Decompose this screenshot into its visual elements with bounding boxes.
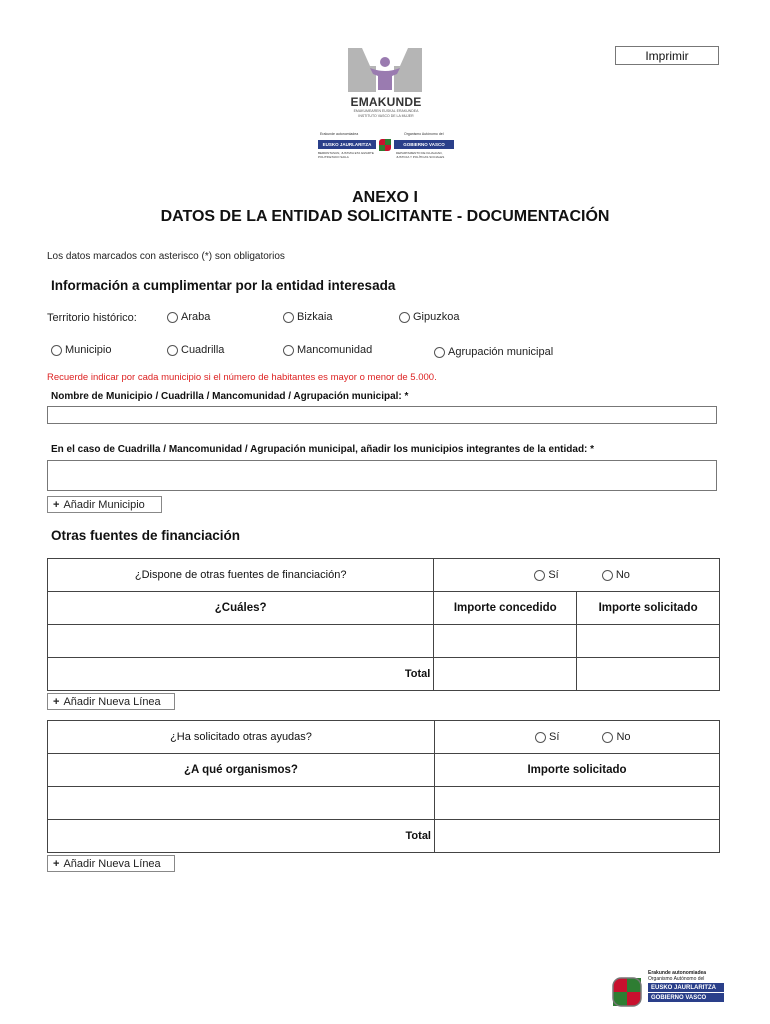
header-importe-concedido: Importe concedido (434, 592, 577, 625)
plus-icon: + (53, 498, 60, 511)
radio-other-aid-no[interactable] (602, 731, 630, 743)
header-importe-solicitado: Importe solicitado (577, 592, 720, 625)
member-municipalities-label: En el caso de Cuadrilla / Mancomunidad / Agrupación municipal, añadir los municipios integrantes de la entidad: * (51, 444, 595, 455)
emakunde-sub-line1: EMAKUMEAREN EUSKAL ERAKUNDEA (353, 109, 419, 113)
footer-small-1: Erakunde autonomiadea (648, 970, 707, 976)
cuales-input[interactable] (48, 625, 434, 658)
funding-question-cell (48, 559, 434, 592)
emakunde-sub-line2: INSTITUTO VASCO DE LA MUJER (358, 114, 414, 118)
total-label: Total (48, 658, 434, 691)
section-heading-entity-info: Información a cumplimentar por la entidad interesada (51, 278, 396, 293)
radio-button-icon[interactable] (434, 347, 445, 358)
radio-gipuzkoa[interactable] (399, 311, 459, 323)
radio-button-icon[interactable] (283, 312, 294, 323)
total-solicitado-2-input[interactable] (435, 820, 720, 853)
radio-button-icon[interactable] (283, 345, 294, 356)
mandatory-note: Los datos marcados con asterisco (*) son obligatorios (47, 251, 285, 262)
territory-label: Territorio histórico: (47, 312, 137, 324)
entity-name-label: Nombre de Municipio / Cuadrilla / Mancomunidad / Agrupación municipal: * (51, 391, 409, 402)
add-line-label: Añadir Nueva Línea (63, 695, 161, 708)
radio-label: No (616, 731, 631, 743)
importe-concedido-input[interactable] (434, 625, 577, 658)
gov-right-name: GOBIERNO VASCO (394, 140, 454, 149)
radio-municipio[interactable] (51, 344, 111, 356)
radio-label: Sí (548, 569, 559, 581)
radio-label: Agrupación municipal (448, 346, 554, 358)
footer-small-2: Organismo Autónomo del (648, 976, 705, 982)
add-municipio-button[interactable] (47, 496, 162, 513)
radio-button-icon[interactable] (167, 312, 178, 323)
radio-bizkaia[interactable] (283, 311, 332, 323)
footer-name-1: EUSKO JAURLARITZA (648, 983, 724, 992)
header-cuales: ¿Cuáles? (48, 592, 434, 625)
radio-label: Bizkaia (297, 311, 333, 323)
document-title: DATOS DE LA ENTIDAD SOLICITANTE - DOCUMENTACIÓN (160, 208, 610, 225)
add-line-button-1[interactable] (47, 693, 175, 710)
plus-icon: + (53, 857, 60, 870)
radio-button-icon[interactable] (534, 570, 545, 581)
radio-label: Araba (181, 311, 211, 323)
radio-label: Sí (549, 731, 560, 743)
annex-title: ANEXO I (352, 189, 418, 206)
entity-name-input[interactable] (47, 406, 717, 424)
radio-araba[interactable] (167, 311, 210, 323)
other-aid-question-cell (48, 721, 435, 754)
gov-right-dept: DEPARTAMENTO DE IGUALDAD, JUSTICIA Y POLÍTICAS SOCIALES (396, 151, 445, 159)
radio-funding-no[interactable] (602, 569, 630, 581)
radio-other-aid-yes[interactable] (535, 731, 559, 743)
coat-of-arms-icon (378, 138, 392, 152)
other-aid-question: ¿Ha solicitado otras ayudas? (170, 731, 312, 743)
footer-name-2: GOBIERNO VASCO (648, 993, 724, 1002)
gov-left-dept: BERDINTASUN, JUSTIZIA ETA GIZARTE POLITIKETAKO SAILA (318, 151, 374, 159)
print-button[interactable]: Imprimir (615, 46, 719, 65)
radio-cuadrilla[interactable] (167, 344, 224, 356)
radio-label: Mancomunidad (297, 344, 373, 356)
member-municipalities-input[interactable] (47, 460, 717, 491)
radio-agrupacion-municipal[interactable] (434, 346, 553, 358)
radio-button-icon[interactable] (602, 732, 613, 743)
add-line-label: Añadir Nueva Línea (63, 857, 161, 870)
gov-left-small: Erakunde autonomiadea (320, 132, 359, 136)
radio-button-icon[interactable] (51, 345, 62, 356)
emakunde-name: EMAKUNDE (350, 95, 422, 109)
radio-button-icon[interactable] (399, 312, 410, 323)
importe-solicitado-input[interactable] (577, 625, 720, 658)
other-aid-table (47, 720, 720, 853)
header-organismos: ¿A qué organismos? (48, 754, 435, 787)
radio-button-icon[interactable] (535, 732, 546, 743)
radio-label: Municipio (65, 344, 112, 356)
section-heading-other-funding: Otras fuentes de financiación (51, 528, 241, 543)
radio-mancomunidad[interactable] (283, 344, 372, 356)
gov-left-name: EUSKO JAURLARITZA (318, 140, 376, 149)
footer-government-logo (612, 967, 724, 1011)
add-line-button-2[interactable] (47, 855, 175, 872)
organismos-input[interactable] (48, 787, 435, 820)
funding-yes-no-cell (434, 559, 720, 592)
radio-label: No (615, 569, 630, 581)
funding-table (47, 558, 720, 691)
emakunde-subtitle (338, 109, 434, 119)
reminder-note: Recuerde indicar por cada municipio si el número de habitantes es mayor o menor de 5.000. (47, 372, 437, 383)
importe-solicitado-2-input[interactable] (435, 787, 720, 820)
plus-icon: + (53, 695, 60, 708)
coat-of-arms-icon (612, 977, 642, 1007)
other-aid-yes-no-cell (435, 721, 720, 754)
funding-question: ¿Dispone de otras fuentes de financiación? (134, 569, 347, 581)
total-label-2: Total (48, 820, 435, 853)
gov-right-small: Organismo Autónomo del (404, 132, 444, 136)
total-solicitado-input[interactable] (577, 658, 720, 691)
total-concedido-input[interactable] (434, 658, 577, 691)
radio-label: Cuadrilla (181, 344, 225, 356)
radio-funding-yes[interactable] (534, 569, 558, 581)
header-importe-solicitado-2: Importe solicitado (435, 754, 720, 787)
government-band-logo (318, 132, 454, 164)
radio-button-icon[interactable] (602, 570, 613, 581)
radio-label: Gipuzkoa (413, 311, 460, 323)
add-municipio-label: Añadir Municipio (63, 498, 145, 511)
radio-button-icon[interactable] (167, 345, 178, 356)
